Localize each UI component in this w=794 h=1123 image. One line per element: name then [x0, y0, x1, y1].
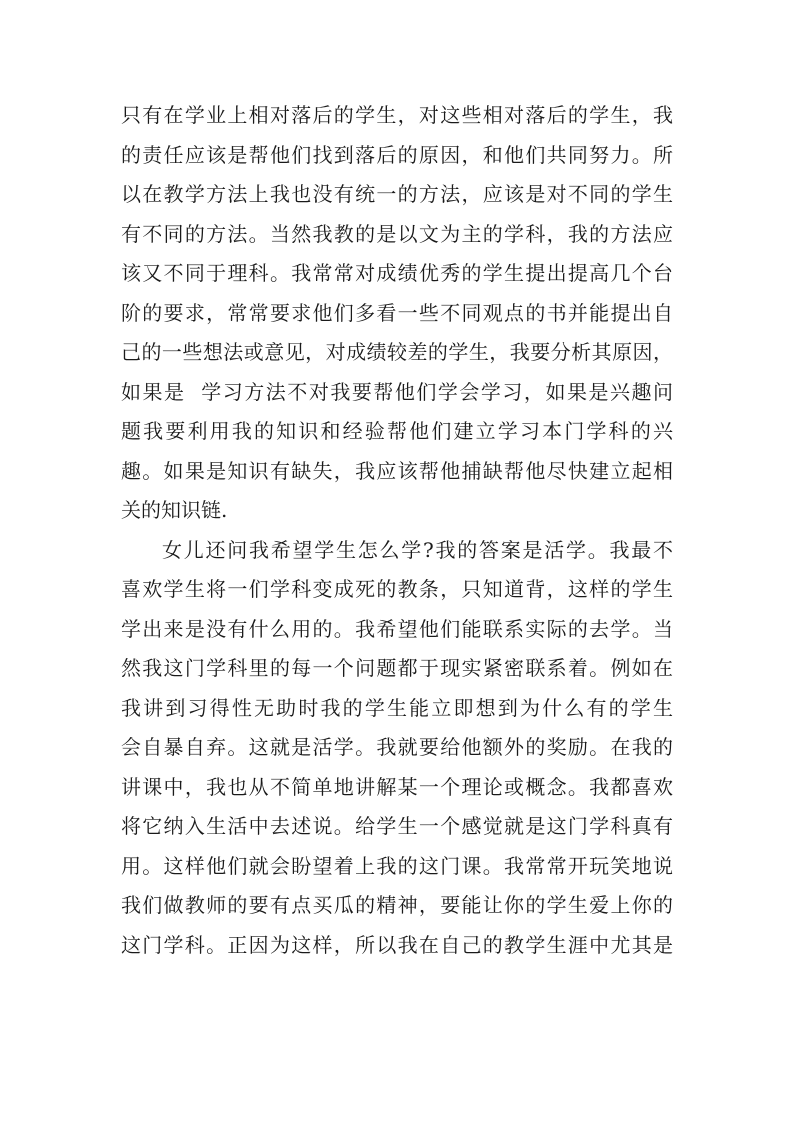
paragraph-1-line-1: 只有在学业上相对落后的学生，对这些相对落后的学生，我 — [121, 103, 673, 127]
paragraph-1-line-7: 己的一些想法或意见，对成绩较差的学生，我要分析其原因， — [121, 340, 673, 364]
paragraph-2-line-3: 学出来是没有什么用的。我希望他们能联系实际的去学。当 — [121, 616, 673, 641]
paragraph-2-line-4: 然我这门学科里的每一个问题都于现实紧密联系着。例如在 — [121, 656, 673, 680]
paragraph-2-line-9: 用。这样他们就会盼望着上我的这门课。我常常开玩笑地说 — [121, 853, 673, 878]
paragraph-1-line-6: 阶的要求，常常要求他们多看一些不同观点的书并能提出自 — [121, 300, 673, 325]
paragraph-2-line-10: 我们做教师的要有点买瓜的精神，要能让你的学生爱上你的 — [121, 893, 673, 917]
paragraph-1-line-10: 趣。如果是知识有缺失，我应该帮他捕缺帮他尽快建立起相 — [121, 458, 673, 483]
paragraph-1-line-4: 有不同的方法。当然我教的是以文为主的学科，我的方法应 — [121, 221, 673, 246]
paragraph-1-line-2: 的责任应该是帮他们找到落后的原因，和他们共同努力。所 — [121, 142, 673, 167]
paragraph-2-line-11: 这门学科。正因为这样，所以我在自己的教学生涯中尤其是 — [121, 932, 673, 957]
paragraph-1-line-3: 以在教学方法上我也没有统一的方法，应该是对不同的学生 — [121, 182, 673, 206]
paragraph-2-line-7: 讲课中，我也从不简单地讲解某一个理论或概念。我都喜欢 — [121, 774, 673, 799]
paragraph-2-line-8: 将它纳入生活中去述说。给学生一个感觉就是这门学科真有 — [121, 814, 673, 838]
paragraph-2-line-5: 我讲到习得性无助时我的学生能立即想到为什么有的学生 — [121, 695, 673, 720]
paragraph-1-line-8: 如果是 学习方法不对我要帮他们学会学习，如果是兴趣问 — [121, 379, 673, 404]
paragraph-2-line-6: 会自暴自弃。这就是活学。我就要给他额外的奖励。在我的 — [121, 735, 673, 759]
paragraph-2-line-1: 女儿还问我希望学生怎么学?我的答案是活学。我最不 — [162, 537, 673, 562]
paragraph-1-line-11: 关的知识链. — [121, 498, 228, 522]
paragraph-1-line-5: 该又不同于理科。我常常对成绩优秀的学生提出提高几个台 — [121, 261, 673, 285]
paragraph-2-line-2: 喜欢学生将一们学科变成死的教条，只知道背，这样的学生 — [121, 577, 673, 601]
document-body — [121, 96, 673, 965]
paragraph-1-line-9: 题我要利用我的知识和经验帮他们建立学习本门学科的兴 — [121, 419, 673, 443]
